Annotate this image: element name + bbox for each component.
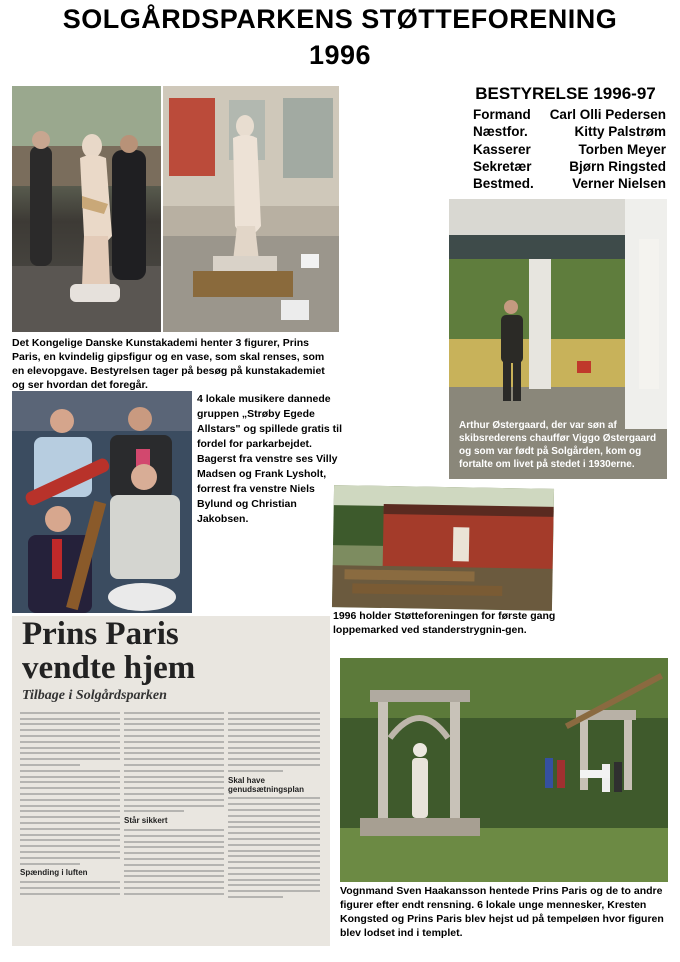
page-year: 1996 bbox=[308, 40, 372, 70]
board-role: Formand bbox=[473, 107, 531, 122]
clipping-column bbox=[20, 708, 120, 899]
newspaper-clipping bbox=[12, 616, 330, 946]
board-member-name: Torben Meyer bbox=[578, 141, 666, 157]
arthur-photo bbox=[449, 199, 667, 479]
academy-photo-left bbox=[12, 86, 161, 332]
flea-market-photo bbox=[332, 485, 554, 611]
board-member-name: Bjørn Ringsted bbox=[569, 158, 666, 174]
temple-photo bbox=[340, 658, 668, 882]
academy-caption: Det Kongelige Danske Kunstakademi henter 3 figurer, Prins Paris, en kvindelig gipsfigur og en vase, som skal renses, som en elevopgave. Bestyrelsen tager på besøg på kunstakademiet og ser hvordan det foregår. bbox=[12, 337, 325, 391]
temple-caption: Vognmand Sven Haakansson hentede Prins Paris og de to andre figurer efter endt rensning. 6 lokale unge mennesker, Kresten Kongsted og Prins Paris blev hejst ud på tempeløen hvor figuren blev lodset ind i templet. bbox=[340, 885, 664, 939]
clipping-section-head: Spænding i luften bbox=[20, 868, 88, 878]
board-row bbox=[473, 175, 666, 192]
clipping-column bbox=[228, 708, 320, 902]
clipping-column bbox=[124, 708, 224, 899]
board-role: Bestmed. bbox=[473, 176, 534, 192]
board-row bbox=[473, 106, 666, 123]
board-role: Kasserer bbox=[473, 141, 531, 157]
clipping-headline-line1: Prins Paris bbox=[22, 616, 179, 652]
arthur-caption: Arthur Østergaard, der var søn af skibsrederens chauffør Viggo Østergaard og som var født på Solgården, kom og fortalte om livet på stedet i 1930erne. bbox=[459, 420, 657, 470]
board-role: Sekretær bbox=[473, 158, 532, 174]
clipping-subheadline: Tilbage i Solgårdsparken bbox=[22, 688, 167, 703]
board-row bbox=[473, 141, 666, 158]
board-row bbox=[473, 158, 666, 175]
flea-market-caption: 1996 holder Støtteforeningen for første gang loppemarked ved standerstrygnin-gen. bbox=[333, 610, 556, 636]
board-member-name: Carl Olli Pedersen bbox=[549, 107, 666, 122]
clipping-body bbox=[20, 708, 320, 940]
board-member-name: Kitty Palstrøm bbox=[574, 124, 666, 140]
band-caption: 4 lokale musikere dannede gruppen „Strøby Egede Allstars" og spillede gratis til fordel for parkarbejdet. Bagerst fra venstre ses Villy Madsen og Frank Lysholt, forrest fra venstre Niels Bylund og Christian Jakobsen. bbox=[197, 393, 343, 525]
board-section bbox=[463, 84, 668, 192]
board-heading: BESTYRELSE 1996-97 bbox=[475, 84, 656, 103]
clipping-headline-line2: vendte hjem bbox=[22, 650, 196, 686]
clipping-section-head: Skal have genudsætningsplan bbox=[228, 775, 304, 794]
page-title: SOLGÅRDSPARKENS STØTTEFORENING bbox=[62, 4, 618, 34]
band-photo bbox=[12, 391, 192, 613]
board-member-name: Verner Nielsen bbox=[572, 176, 666, 192]
board-role: Næstfor. bbox=[473, 124, 528, 140]
clipping-section-head: Står sikkert bbox=[124, 816, 168, 826]
board-row bbox=[473, 123, 666, 140]
academy-photo-right bbox=[163, 86, 339, 332]
